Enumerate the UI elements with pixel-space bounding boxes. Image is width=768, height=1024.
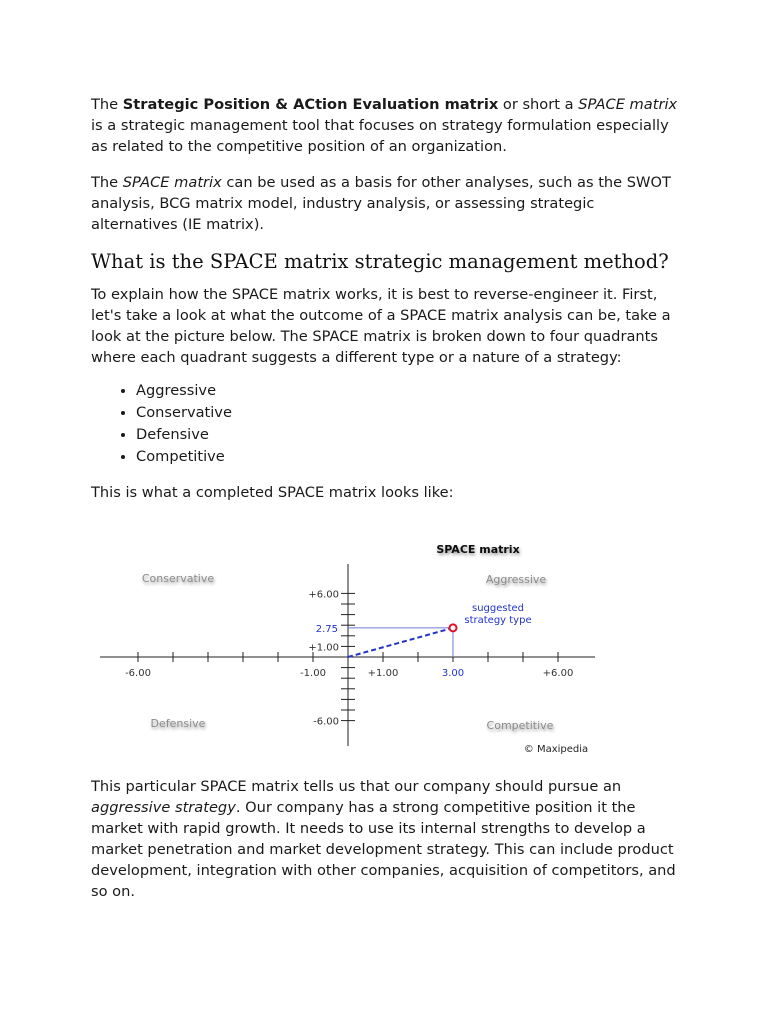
text-run: The [91,96,123,113]
italic-term: aggressive strategy [91,799,236,816]
list-item: • Competitive [136,446,681,468]
y-tick-label: +6.00 [308,589,339,601]
list-item: • Conservative [136,402,681,424]
intro-paragraph-2 [91,172,681,235]
y-tick-label: +1.00 [308,642,339,654]
article-body [91,94,681,503]
x-tick-label: +1.00 [367,668,399,679]
y-tick-label: -6.00 [313,716,339,728]
text-run: This particular SPACE matrix tells us that our company should pursue an [91,778,622,795]
italic-term: SPACE matrix [122,174,222,191]
conclusion-paragraph [91,776,681,902]
italic-term: SPACE matrix [578,96,678,113]
chart-title: SPACE matrix [436,543,520,556]
text-run: . Our company has a strong competitive position it the market with rapid growth. It needs to use its internal strengths to develop a market penetration and market development strategy. This can include product development, integration with other companies, acquisition of competitors, and so on. [91,799,676,900]
list-item: • Defensive [136,424,681,446]
text-run: or short a [498,96,579,113]
point-x-value-label: 3.00 [441,668,465,679]
quadrant-label-conservative: Conservative [141,572,215,585]
figure-intro-paragraph: This is what a completed SPACE matrix looks like: [91,484,454,501]
bold-term: Strategic Position & ACtion Evaluation matrix [122,96,499,113]
text-run: is a strategic management tool that focuses on strategy formulation especially as related to the competitive position of an organization. [91,117,669,155]
strategy-list [91,380,681,468]
intro-paragraph-1 [91,94,681,157]
quadrant-label-competitive: Competitive [486,719,554,732]
x-tick-label: -6.00 [125,668,151,679]
point-annotation-line-1: suggested [471,603,525,614]
strategy-vector-line [348,628,453,657]
text-run: can be used as a basis for other analyses, such as the SWOT analysis, BCG matrix model, industry analysis, or assessing strategic alternatives (IE matrix). [91,174,671,233]
text-run: The [91,174,123,191]
point-annotation-line-2: strategy type [464,615,532,626]
space-matrix-chart [98,536,598,760]
x-tick-label: +6.00 [542,668,574,679]
x-tick-label: -1.00 [300,668,326,679]
quadrant-label-defensive: Defensive [150,717,206,730]
strategy-point [450,624,457,631]
chart-credit: © Maxipedia [523,744,589,755]
list-item: • Aggressive [136,380,681,402]
quadrant-label-aggressive: Aggressive [485,573,547,586]
point-y-value-label: 2.75 [315,623,338,635]
section-heading: What is the SPACE matrix strategic management method? [91,250,669,273]
method-paragraph: To explain how the SPACE matrix works, it is best to reverse-engineer it. First, let's take a look at what the outcome of a SPACE matrix analysis can be, take a look at the picture below. The SPACE matrix is broken down to four quadrants where each quadrant suggests a different type or a nature of a strategy: [91,286,671,366]
space-matrix-figure [98,536,598,760]
